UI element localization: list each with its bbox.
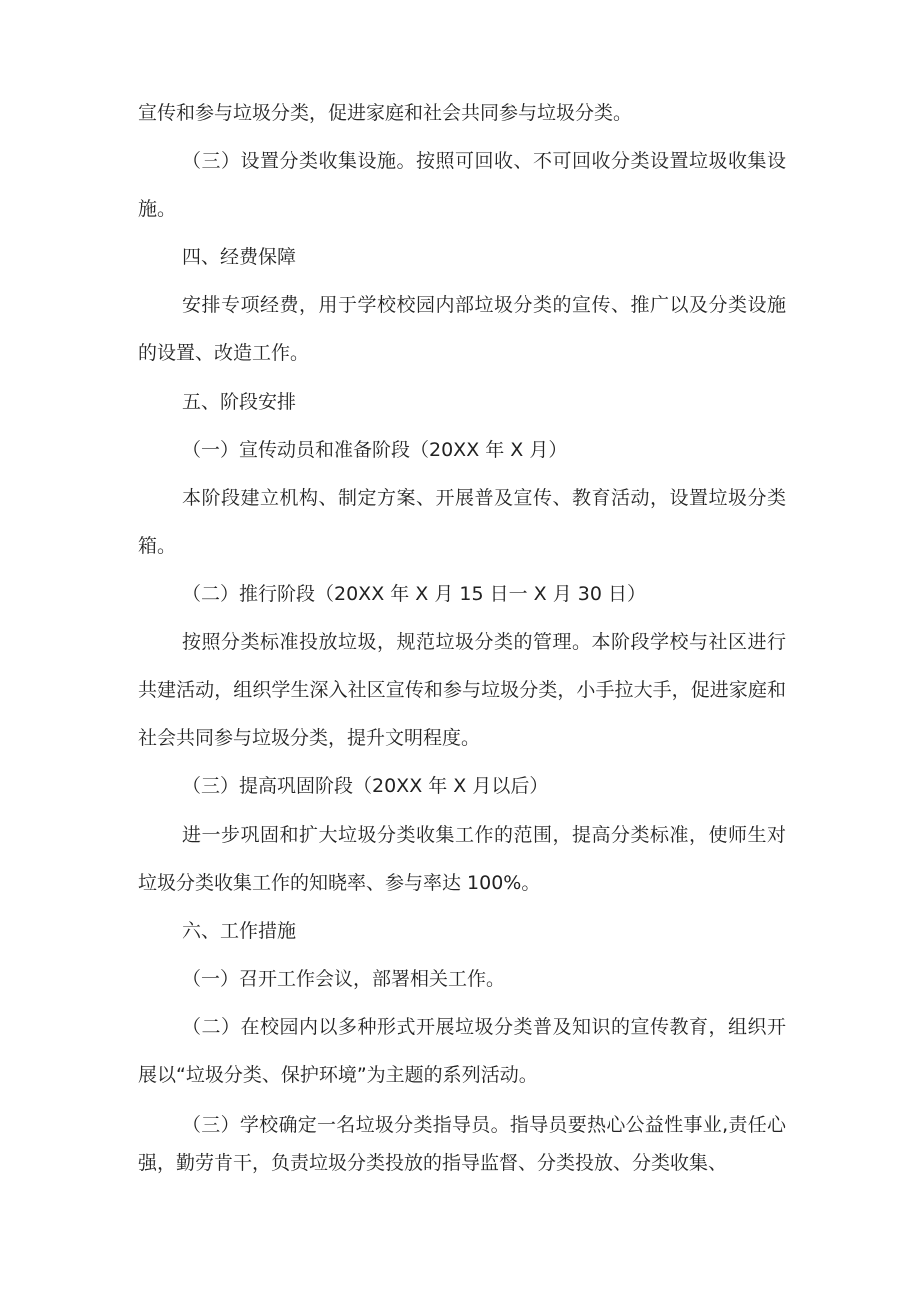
measure-3: （三）学校确定一名垃圾分类指导员。指导员要热心公益性事业,责任心强，勤劳肯干，负责垃圾分类投放的指导监督、分类投放、分类收集、 <box>138 1114 786 1174</box>
section-heading-measures: 六、工作措施 <box>182 920 297 942</box>
paragraph-2: （三）设置分类收集设施。按照可回收、不可回收分类设置垃圾收集设施。 <box>138 150 786 220</box>
stage-2-heading: （二）推行阶段（20XX 年 X 月 15 日一 X 月 30 日） <box>182 583 646 605</box>
paragraph-1: 宣传和参与垃圾分类，促进家庭和社会共同参与垃圾分类。 <box>138 102 633 124</box>
stage-3-heading: （三）提高巩固阶段（20XX 年 X 月以后） <box>182 775 549 797</box>
section-heading-stages: 五、阶段安排 <box>182 391 297 413</box>
paragraph-4: 安排专项经费，用于学校校园内部垃圾分类的宣传、推广以及分类设施的设置、改造工作。 <box>138 294 786 364</box>
paragraph-7: 本阶段建立机构、制定方案、开展普及宣传、教育活动，设置垃圾分类箱。 <box>138 487 786 557</box>
section-heading-funding: 四、经费保障 <box>182 246 297 268</box>
paragraph-11: 进一步巩固和扩大垃圾分类收集工作的范围，提高分类标准，使师生对垃圾分类收集工作的知晓率、参与率达 100%。 <box>138 824 786 894</box>
paragraph-9: 按照分类标准投放垃圾，规范垃圾分类的管理。本阶段学校与社区进行共建活动，组织学生深入社区宣传和参与垃圾分类，小手拉大手，促进家庭和社会共同参与垃圾分类，提升文明程度。 <box>138 631 786 749</box>
measure-2: （二）在校园内以多种形式开展垃圾分类普及知识的宣传教育，组织开展以“垃圾分类、保护环境”为主题的系列活动。 <box>138 1016 786 1086</box>
measure-1: （一）召开工作会议，部署相关工作。 <box>182 968 506 990</box>
stage-1-heading: （一）宣传动员和准备阶段（20XX 年 X 月） <box>182 439 568 461</box>
